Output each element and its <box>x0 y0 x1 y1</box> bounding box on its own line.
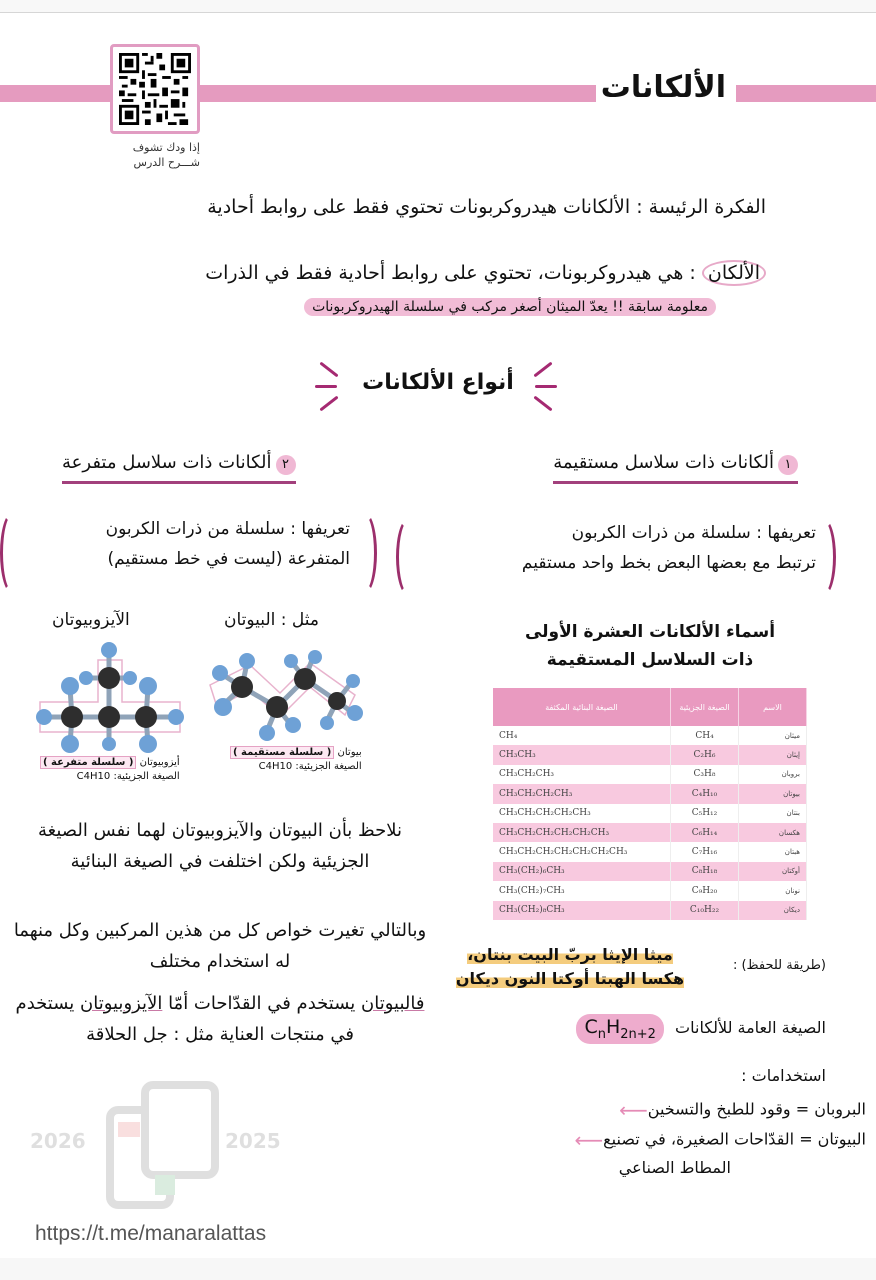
footer-url[interactable]: https://t.me/manaralattas <box>35 1222 267 1245</box>
mnemonic-line1: ميثا الإيثا بربّ البيت بنتان، <box>467 945 673 964</box>
cell-condensed: CH₃(CH₂)₈CH₃ <box>493 901 671 920</box>
cell-name: ديكان <box>739 901 807 920</box>
cell-condensed: CH₃CH₂CH₂CH₂CH₂CH₃ <box>493 823 671 842</box>
definition-text: : هي هيدروكربونات، تحتوي على روابط أحادية فقط في الذرات <box>205 262 702 284</box>
table-title-line2: ذات السلاسل المستقيمة <box>546 650 754 670</box>
page-title: الألكانات <box>600 70 726 105</box>
mnemonic <box>440 943 700 991</box>
table-row <box>493 823 807 842</box>
cell-condensed: CH₃CH₂CH₂CH₂CH₂CH₂CH₃ <box>493 842 671 861</box>
types-title <box>0 370 876 395</box>
cell-molecular: C₂H₆ <box>671 745 739 764</box>
definition-line: ترتبط مع بعضها البعض بخط واحد مستقيم <box>521 553 816 573</box>
cell-condensed: CH₃CH₂CH₂CH₂CH₃ <box>493 804 671 823</box>
table-row <box>493 726 807 745</box>
cell-name: بنتان <box>739 804 807 823</box>
mnemonic-line2: هكسا الهبتا أوكتا النون ديكان <box>455 969 685 988</box>
branched-chain-definition <box>28 514 350 574</box>
note-uses-text: يستخدم في منتجات العناية مثل : جل الحلاقة <box>15 993 354 1045</box>
header-band-left <box>0 85 112 102</box>
use-item-continuation: المطاط الصناعي <box>618 1158 731 1177</box>
note-different-properties: وبالتالي تغيرت خواص كل من هذين المركبين وكل منهما له استخدام مختلف <box>13 920 427 972</box>
decor-dash <box>315 385 337 388</box>
cell-condensed: CH₃CH₃ <box>493 745 671 764</box>
cell-condensed: CH₄ <box>493 726 671 745</box>
mnemonic-label: (طريقة للحفظ) : <box>732 958 826 973</box>
decor-dash <box>535 385 557 388</box>
table-title-line1: أسماء الألكانات العشرة الأولى <box>524 622 776 642</box>
bracket-left <box>0 512 25 594</box>
isobutane-title: الآيزوبيوتان <box>52 610 130 630</box>
cell-condensed: CH₃(CH₂)₆CH₃ <box>493 862 671 881</box>
number-badge: ٢ <box>276 455 296 475</box>
isobutane-molecule-model <box>30 640 190 752</box>
note-uses-text: يستخدم في القدّاحات أمّا <box>162 993 361 1014</box>
table-row <box>493 784 807 803</box>
butane-formula: الصيغة الجزيئية: C4H10 <box>258 761 362 772</box>
table-row <box>493 765 807 784</box>
top-bar <box>0 0 876 13</box>
cell-condensed: CH₃(CH₂)₇CH₃ <box>493 881 671 900</box>
use-item <box>609 1098 866 1122</box>
butane-molecule-model <box>205 645 365 745</box>
header-band-right <box>736 85 876 102</box>
table-row <box>493 842 807 861</box>
cell-condensed: CH₃CH₂CH₃ <box>493 765 671 784</box>
header-name: الاسم <box>739 688 807 726</box>
cell-name: هبتان <box>739 842 807 861</box>
bracket-right <box>352 512 377 594</box>
isobutane-underlined: الآيزوبيوتان <box>79 993 163 1014</box>
butane-caption-tag: ( سلسلة مستقيمة ) <box>230 746 334 759</box>
prior-info-highlight: معلومة سابقة !! يعدّ الميثان أصغر مركب في سلسلة الهيدروكربونات <box>304 298 716 316</box>
types-title-text: أنواع الألكانات <box>362 370 514 395</box>
header-condensed: الصيغة البنائية المكثفة <box>493 688 671 726</box>
butane-underlined: فالبيوتان <box>361 993 425 1014</box>
general-formula-value: $C_nH_{2n+2}$ <box>576 1014 664 1044</box>
watermark-year-right: 2025 <box>225 1129 281 1153</box>
cell-condensed: CH₃CH₂CH₂CH₃ <box>493 784 671 803</box>
cell-name: بيوتان <box>739 784 807 803</box>
straight-chain-heading <box>553 452 798 484</box>
note-same-formula: نلاحظ بأن البيوتان والآيزوبيوتان لهما نفس الصيغة الجزيئية ولكن اختلفت في الصيغة البنائية <box>37 820 402 872</box>
qr-caption <box>118 140 200 170</box>
isobutane-caption-name: أيزوبيوتان <box>139 757 180 768</box>
definition-line: تعريفها : سلسلة من ذرات الكربون <box>571 523 816 543</box>
cell-name: بروبان <box>739 765 807 784</box>
watermark-year-left: 2026 <box>30 1129 86 1153</box>
bottom-bar <box>0 1258 876 1280</box>
cell-name: ميثان <box>739 726 807 745</box>
main-idea: الفكرة الرئيسة : الألكانات هيدروكربونات تحتوي فقط على روابط أحادية <box>207 196 766 218</box>
number-badge: ١ <box>778 455 798 475</box>
isobutane-formula: الصيغة الجزيئية: C4H10 <box>76 771 180 782</box>
butane-title: مثل : البيوتان <box>224 610 319 630</box>
cell-molecular: C₃H₈ <box>671 765 739 784</box>
use-item <box>564 1128 866 1152</box>
header-molecular: الصيغة الجزيئية <box>671 688 739 726</box>
cell-name: إيثان <box>739 745 807 764</box>
qr-caption-line2: شـــرح الدرس <box>133 156 200 169</box>
table-row <box>493 901 807 920</box>
table-row <box>493 745 807 764</box>
arrow-left-icon: ⟵ <box>619 1098 648 1122</box>
isobutane-caption-tag: ( سلسلة متفرعة ) <box>40 756 136 769</box>
heading-text: ألكانات ذات سلاسل مستقيمة <box>553 452 774 473</box>
note-uses <box>10 988 430 1050</box>
alkanes-table <box>493 688 807 920</box>
use-item-text: البيوتان = القدّاحات الصغيرة، في تصنيع <box>603 1129 866 1149</box>
butane-caption <box>230 746 362 774</box>
arrow-left-icon: ⟵ <box>574 1128 604 1152</box>
cell-name: نونان <box>739 881 807 900</box>
table-header-row <box>493 688 807 726</box>
qr-code-pattern <box>119 53 191 125</box>
watermark-logo <box>30 1080 281 1230</box>
use-item-text: البروبان = وقود للطبخ والتسخين <box>647 1099 866 1119</box>
decor-dash <box>533 396 552 412</box>
alkane-definition <box>205 260 766 286</box>
cell-name: أوكتان <box>739 862 807 881</box>
isobutane-caption <box>40 756 180 784</box>
definition-term: الألكان <box>702 260 766 286</box>
cell-name: هكسان <box>739 823 807 842</box>
definition-line: تعريفها : سلسلة من ذرات الكربون <box>105 519 350 539</box>
table-row <box>493 862 807 881</box>
uses-title: استخدامات : <box>741 1066 826 1085</box>
decor-dash <box>319 396 338 412</box>
cell-molecular: C₁₀H₂₂ <box>671 901 739 920</box>
branched-chain-heading <box>62 452 296 484</box>
alkanes-table-title <box>490 618 810 674</box>
heading-text: ألكانات ذات سلاسل متفرعة <box>62 452 272 473</box>
general-formula <box>576 1014 826 1044</box>
qr-code[interactable] <box>110 44 200 134</box>
cell-molecular: C₇H₁₆ <box>671 842 739 861</box>
straight-chain-definition <box>416 518 816 578</box>
cell-molecular: C₉H₂₀ <box>671 881 739 900</box>
table-row <box>493 804 807 823</box>
cell-molecular: C₅H₁₂ <box>671 804 739 823</box>
butane-caption-name: بيوتان <box>337 747 362 758</box>
header-band-middle <box>200 85 596 102</box>
general-formula-label: الصيغة العامة للألكانات <box>675 1018 826 1037</box>
qr-caption-line1: إذا ودك تشوف <box>132 141 200 154</box>
cell-molecular: C₈H₁₈ <box>671 862 739 881</box>
cell-molecular: C₄H₁₀ <box>671 784 739 803</box>
definition-line: المتفرعة (ليست في خط مستقيم) <box>107 549 350 569</box>
table-row <box>493 881 807 900</box>
cell-molecular: C₆H₁₄ <box>671 823 739 842</box>
cell-molecular: CH₄ <box>671 726 739 745</box>
